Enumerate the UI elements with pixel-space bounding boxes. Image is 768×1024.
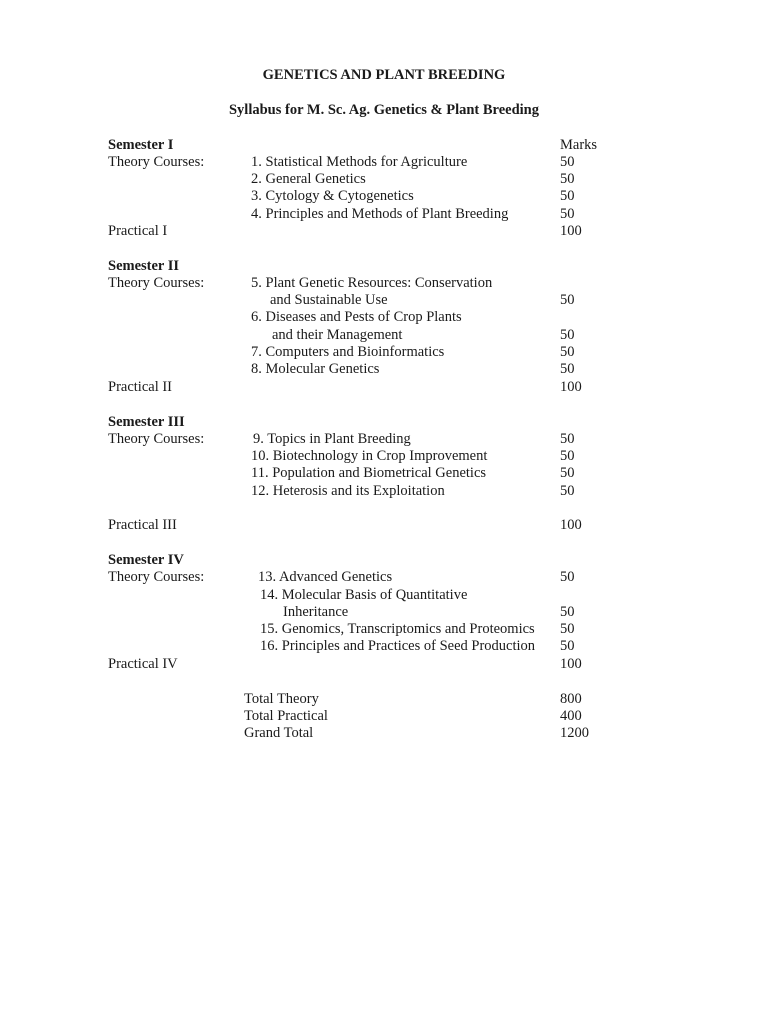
course-name-continued: Inheritance	[283, 604, 349, 620]
course-name: 15. Genomics, Transcriptomics and Proteomics	[260, 621, 535, 637]
course-name: 10. Biotechnology in Crop Improvement	[251, 448, 488, 464]
practical-marks: 100	[560, 517, 582, 533]
course-marks: 50	[560, 361, 575, 377]
total-theory-value: 800	[560, 691, 582, 707]
course-marks: 50	[560, 569, 575, 585]
course-name: 3. Cytology & Cytogenetics	[251, 188, 414, 204]
semester-1-theory-label: Theory Courses:	[108, 154, 205, 170]
course-name: 8. Molecular Genetics	[251, 361, 380, 377]
course-marks: 50	[560, 327, 575, 343]
course-marks: 50	[560, 621, 575, 637]
course-name: 6. Diseases and Pests of Crop Plants	[251, 309, 462, 325]
grand-total-value: 1200	[560, 725, 589, 741]
total-practical-value: 400	[560, 708, 582, 724]
course-name: 16. Principles and Practices of Seed Production	[260, 638, 536, 654]
course-name-continued: and Sustainable Use	[270, 292, 388, 308]
course-name: 12. Heterosis and its Exploitation	[251, 483, 445, 499]
course-name: 4. Principles and Methods of Plant Breeding	[251, 206, 509, 222]
course-name: 13. Advanced Genetics	[258, 569, 393, 585]
semester-4-heading: Semester IV	[108, 552, 184, 568]
course-name: 7. Computers and Bioinformatics	[251, 344, 445, 360]
semester-1-heading: Semester I	[108, 137, 174, 153]
total-theory-label: Total Theory	[244, 691, 319, 707]
course-marks: 50	[560, 206, 575, 222]
practical-label: Practical II	[108, 379, 173, 395]
course-marks: 50	[560, 431, 575, 447]
course-marks: 50	[560, 448, 575, 464]
document-subtitle: Syllabus for M. Sc. Ag. Genetics & Plant Breeding	[228, 102, 539, 118]
course-name: 1. Statistical Methods for Agriculture	[251, 154, 468, 170]
course-marks: 50	[560, 188, 575, 204]
semester-3-heading: Semester III	[108, 414, 185, 430]
course-marks: 50	[560, 171, 575, 187]
course-name-continued: and their Management	[272, 327, 403, 343]
semester-2-heading: Semester II	[108, 258, 180, 274]
semester-2-theory-label: Theory Courses:	[108, 275, 205, 291]
course-marks: 50	[560, 154, 575, 170]
practical-label: Practical I	[108, 223, 168, 239]
course-name: 2. General Genetics	[251, 171, 366, 187]
course-marks: 50	[560, 638, 575, 654]
course-name: 11. Population and Biometrical Genetics	[251, 465, 487, 481]
practical-marks: 100	[560, 656, 582, 672]
course-name: 14. Molecular Basis of Quantitative	[260, 587, 468, 603]
course-marks: 50	[560, 465, 575, 481]
total-practical-label: Total Practical	[244, 708, 328, 724]
semester-3-theory-label: Theory Courses:	[108, 431, 205, 447]
course-marks: 50	[560, 483, 575, 499]
course-name: 9. Topics in Plant Breeding	[253, 431, 411, 447]
grand-total-label: Grand Total	[244, 725, 314, 741]
semester-4-theory-label: Theory Courses:	[108, 569, 205, 585]
course-marks: 50	[560, 292, 575, 308]
document-title: GENETICS AND PLANT BREEDING	[262, 67, 506, 83]
course-marks: 50	[560, 344, 575, 360]
course-name: 5. Plant Genetic Resources: Conservation	[251, 275, 493, 291]
practical-marks: 100	[560, 223, 582, 239]
practical-label: Practical III	[108, 517, 177, 533]
course-marks: 50	[560, 604, 575, 620]
marks-header: Marks	[560, 137, 598, 153]
practical-marks: 100	[560, 379, 582, 395]
practical-label: Practical IV	[108, 656, 178, 672]
